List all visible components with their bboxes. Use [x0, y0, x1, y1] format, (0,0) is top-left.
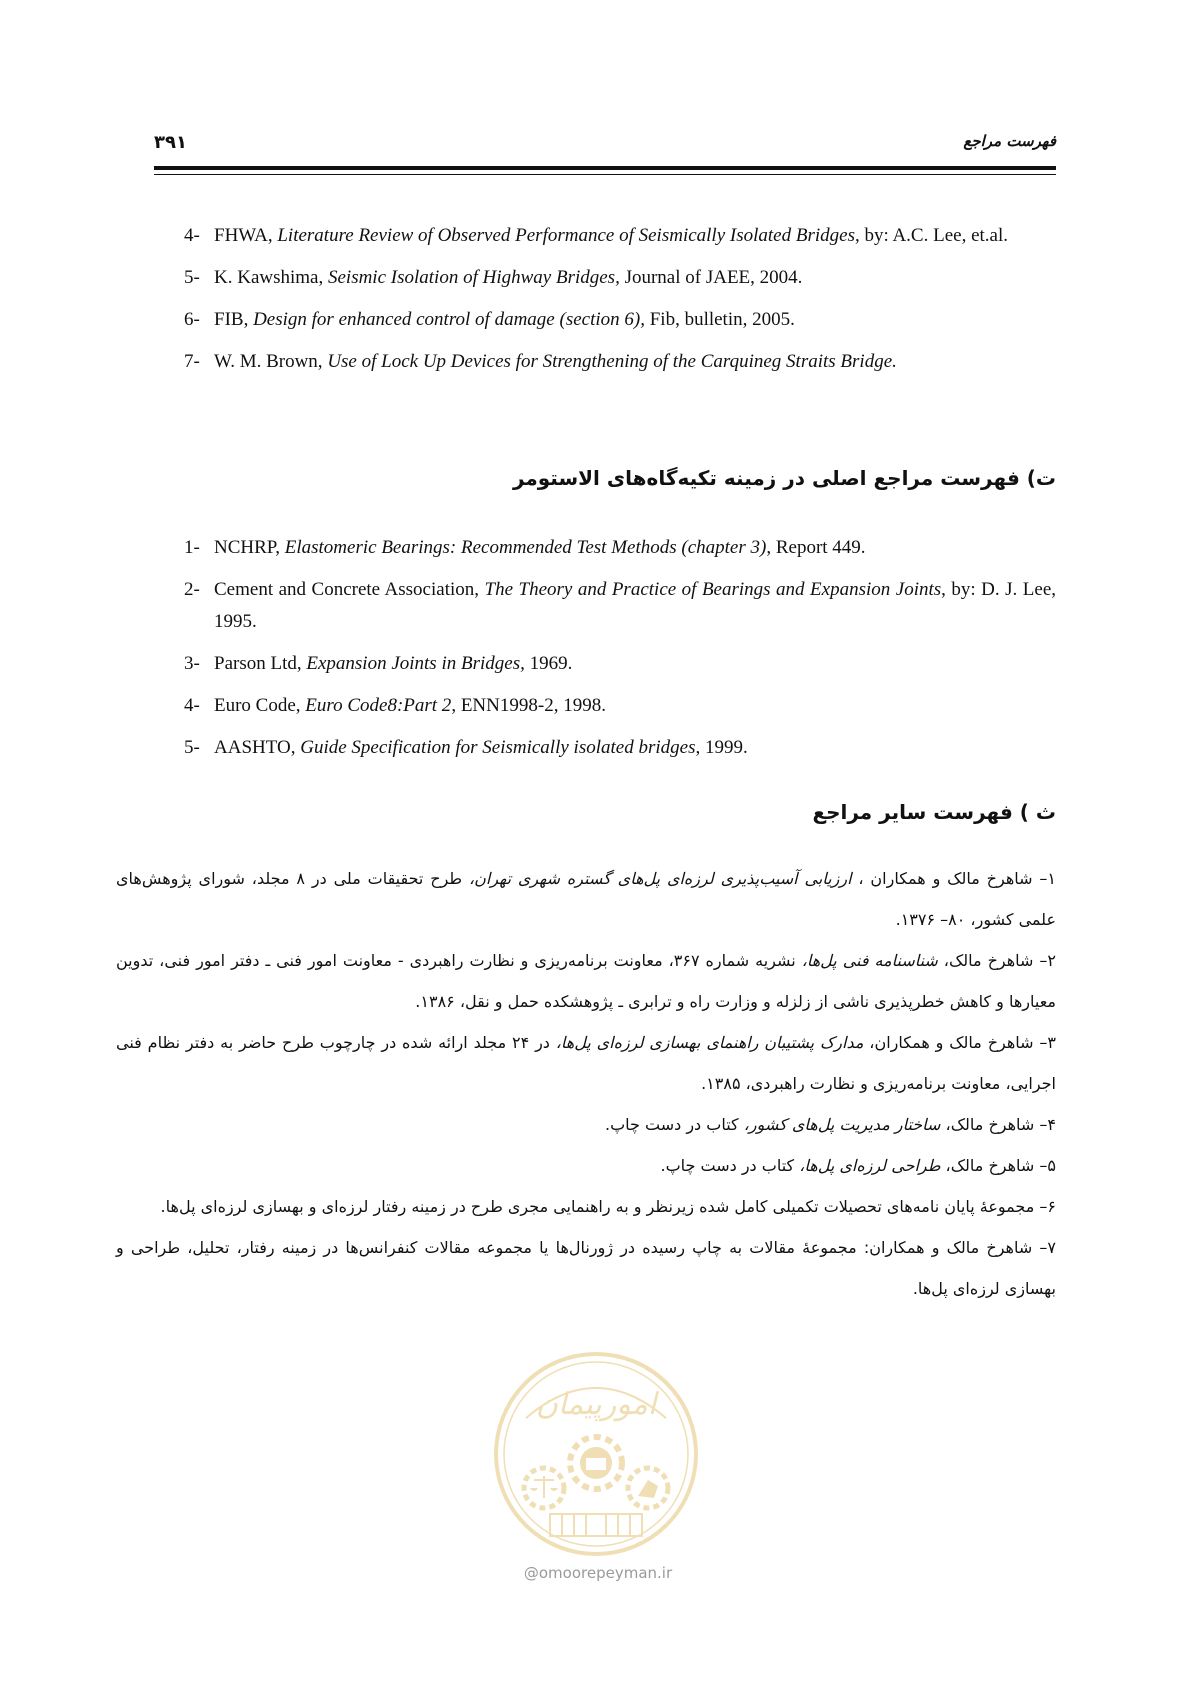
reference-number: 5- — [184, 737, 200, 758]
reference-number: 4- — [184, 225, 200, 246]
reference-details: , 1999. — [695, 737, 748, 758]
reference-author: ۱– شاهرخ مالک و همکاران ، — [851, 869, 1057, 888]
reference-author: W. M. Brown, — [214, 351, 328, 372]
reference-list-elastomeric — [184, 532, 1056, 774]
reference-item — [184, 732, 1056, 764]
reference-item — [184, 262, 1056, 294]
watermark-logo-text: امورپیمان — [535, 1387, 657, 1422]
reference-title: طراحی لرزه‌ای پل‌ها، — [799, 1156, 941, 1175]
reference-number: 2- — [184, 579, 200, 600]
reference-author: ۵– شاهرخ مالک، — [940, 1156, 1056, 1175]
reference-title: Seismic Isolation of Highway Bridges, — [327, 267, 620, 288]
reference-title: The Theory and Practice of Bearings and Expansion Joints — [484, 579, 942, 600]
reference-details: Journal of JAEE, 2004. — [619, 267, 803, 288]
reference-title: Guide Specification for Seismically isolated bridges — [300, 737, 696, 758]
reference-item — [116, 1186, 1056, 1227]
reference-author: ۳– شاهرخ مالک و همکاران، — [863, 1033, 1057, 1052]
watermark-logo — [490, 1348, 702, 1560]
gear-icon — [570, 1437, 622, 1489]
section-heading-other-references: ث ) فهرست سایر مراجع — [812, 800, 1056, 824]
watermark-url: @omoorepeyman.ir — [523, 1564, 673, 1582]
reference-number: 6- — [184, 309, 200, 330]
reference-details: کتاب در دست چاپ. — [605, 1115, 744, 1134]
reference-item — [116, 1227, 1056, 1309]
reference-item — [184, 690, 1056, 722]
reference-list-continued — [184, 220, 1056, 388]
reference-title: ساختار مدیریت پل‌های کشور، — [743, 1115, 941, 1134]
building-icon — [550, 1514, 642, 1536]
section-heading-elastomeric: ت) فهرست مراجع اصلی در زمینه تکیه‌گاه‌های الاستومر — [512, 466, 1056, 490]
reference-details: , by: A.C. Lee, et.al. — [854, 225, 1008, 246]
reference-title: Euro Code8:Part 2 — [305, 695, 452, 716]
reference-number: 5- — [184, 267, 200, 288]
reference-title: مدارک پشتیبان راهنمای بهسازی لرزه‌ای پل‌ها، — [555, 1033, 864, 1052]
reference-author: Cement and Concrete Association, — [214, 579, 485, 600]
reference-title: Elastomeric Bearings: Recommended Test Methods (chapter 3) — [284, 537, 767, 558]
reference-details: نشریه شماره ۳۶۷، معاونت برنامه‌ریزی و نظارت راهبردی - معاونت امور فنی ـ دفتر امور فنی، تدوین معیارها و کاهش خطرپذیری ناشی از زلزله و وزارت راه و ترابری ـ پژوهشکده حمل و نقل، ۱۳۸۶. — [116, 951, 1056, 1011]
reference-item — [116, 1145, 1056, 1186]
excavator-icon — [628, 1468, 668, 1508]
reference-details: , ENN1998-2, 1998. — [451, 695, 606, 716]
reference-author: Euro Code, — [214, 695, 306, 716]
reference-text: ۶– مجموعهٔ پایان نامه‌های تحصیلات تکمیلی کامل شده زیرنظر و به راهنمایی مجری طرح در زمینه رفتار لرزه‌ای و بهسازی لرزه‌ای پل‌ها. — [160, 1197, 1056, 1216]
reference-item — [116, 858, 1056, 940]
reference-details: , by: D. J. Lee, 1995. — [214, 579, 1057, 632]
reference-number: 3- — [184, 653, 200, 674]
reference-details: Fib, bulletin, 2005. — [644, 309, 795, 330]
reference-title: Expansion Joints in Bridges, — [306, 653, 525, 674]
reference-text: ۷– شاهرخ مالک و همکاران: مجموعهٔ مقالات به چاپ رسیده در ژورنال‌ها یا مجموعه مقالات کنفرانس‌ها در زمینه رفتار، تحلیل، طراحی و بهسازی لرزه‌ای پل‌ها. — [116, 1238, 1056, 1298]
reference-details: کتاب در دست چاپ. — [660, 1156, 800, 1175]
reference-author: Parson Ltd, — [214, 653, 307, 674]
reference-title: Use of Lock Up Devices for Strengthening of the Carquineg Straits Bridge. — [327, 351, 897, 372]
other-reference-list — [116, 858, 1056, 1309]
reference-item — [184, 648, 1056, 680]
running-title: فهرست مراجع — [963, 132, 1056, 150]
reference-number: 1- — [184, 537, 200, 558]
page-number: ۳۹۱ — [154, 132, 187, 153]
reference-item — [116, 1104, 1056, 1145]
reference-item — [184, 574, 1056, 638]
reference-author: ۴– شاهرخ مالک، — [940, 1115, 1056, 1134]
reference-item — [184, 532, 1056, 564]
reference-author: NCHRP, — [214, 537, 285, 558]
reference-title: ارزیابی آسیب‌پذیری لرزه‌ای پل‌های گستره شهری تهران، — [469, 869, 852, 888]
reference-title: شناسنامه فنی پل‌ها، — [801, 951, 938, 970]
reference-details: در ۲۴ مجلد ارائه شده در چارچوب طرح حاضر به دفتر نظام فنی اجرایی، معاونت برنامه‌ریزی و نظارت راهبردی، ۱۳۸۵. — [116, 1033, 1056, 1093]
reference-number: 7- — [184, 351, 200, 372]
reference-author: ۲– شاهرخ مالک، — [937, 951, 1056, 970]
reference-title: Design for enhanced control of damage (section 6), — [253, 309, 645, 330]
reference-item — [116, 1022, 1056, 1104]
reference-author: AASHTO, — [214, 737, 301, 758]
reference-item — [116, 940, 1056, 1022]
reference-details: , Report 449. — [766, 537, 866, 558]
scales-icon — [524, 1468, 564, 1508]
reference-details: طرح تحقیقات ملی در ۸ مجلد، شورای پژوهش‌های علمی کشور، ۸۰– ۱۳۷۶. — [116, 869, 1056, 929]
reference-item — [184, 220, 1056, 252]
reference-item — [184, 304, 1056, 336]
reference-item — [184, 346, 1056, 378]
reference-number: 4- — [184, 695, 200, 716]
page-header — [154, 128, 1056, 168]
reference-details: 1969. — [524, 653, 573, 674]
header-rule-thin — [154, 174, 1056, 175]
reference-author: FHWA, — [214, 225, 278, 246]
reference-author: FIB, — [214, 309, 254, 330]
header-rule-thick — [154, 166, 1056, 170]
reference-author: K. Kawshima, — [214, 267, 328, 288]
reference-title: Literature Review of Observed Performance of Seismically Isolated Bridges — [277, 225, 855, 246]
